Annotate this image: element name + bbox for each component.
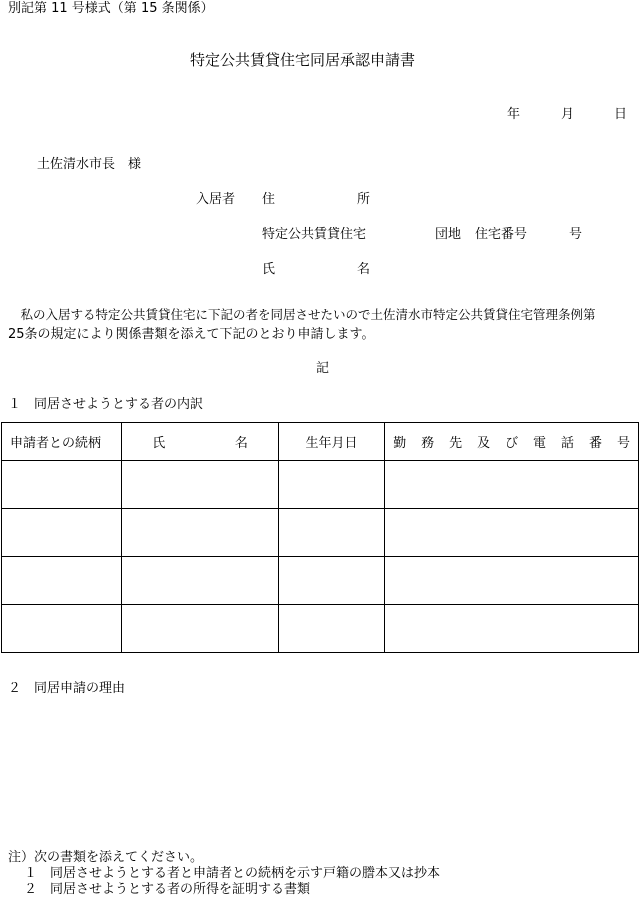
- table-row: [2, 509, 639, 557]
- header-char: 及: [477, 436, 491, 451]
- date-year: 年: [507, 107, 521, 122]
- header-char: 先: [449, 436, 463, 451]
- header-char: 電: [533, 436, 547, 451]
- header-char: 番: [588, 436, 602, 451]
- header-char: 話: [561, 436, 575, 451]
- header-relation: 申請者との続柄: [2, 423, 122, 461]
- address-label-2: 所: [357, 192, 371, 207]
- header-name: [122, 423, 279, 461]
- danchi-label: 団地: [435, 227, 462, 242]
- section-1-heading: １ 同居させようとする者の内訳: [8, 397, 204, 412]
- cell-relation[interactable]: [2, 605, 122, 653]
- header-char: 務: [421, 436, 435, 451]
- cell-relation[interactable]: [2, 461, 122, 509]
- body-line-2: 25条の規定により関係書類を添えて下記のとおり申請します。: [8, 327, 375, 342]
- addressee: 土佐清水市長 様: [37, 157, 142, 172]
- housing-label: 特定公共賃貸住宅: [262, 227, 367, 242]
- cell-workplace-phone[interactable]: [385, 461, 639, 509]
- cohabitant-table: [1, 422, 639, 653]
- cell-workplace-phone[interactable]: [385, 605, 639, 653]
- cell-name[interactable]: [122, 557, 279, 605]
- table-row: [2, 605, 639, 653]
- table-row: [2, 461, 639, 509]
- cell-birthdate[interactable]: [278, 605, 384, 653]
- cell-relation[interactable]: [2, 557, 122, 605]
- cell-relation[interactable]: [2, 509, 122, 557]
- cell-name[interactable]: [122, 605, 279, 653]
- document-title: 特定公共賃貸住宅同居承認申請書: [190, 51, 416, 69]
- header-birthdate: 生年月日: [278, 423, 384, 461]
- header-workplace-phone: [385, 423, 639, 461]
- form-label: 別記第 11 号様式（第 15 条関係）: [8, 1, 214, 16]
- note-item-1: １ 同居させようとする者と申請者との続柄を示す戸籍の謄本又は抄本: [24, 866, 441, 881]
- name-label-1: 氏: [262, 262, 276, 277]
- cell-birthdate[interactable]: [278, 557, 384, 605]
- header-name-1: 氏: [152, 436, 166, 451]
- cell-birthdate[interactable]: [278, 461, 384, 509]
- cell-birthdate[interactable]: [278, 509, 384, 557]
- cell-workplace-phone[interactable]: [385, 557, 639, 605]
- cell-workplace-phone[interactable]: [385, 509, 639, 557]
- applicant-label: 入居者: [196, 192, 236, 207]
- cell-name[interactable]: [122, 509, 279, 557]
- body-line-1: 私の入居する特定公共賃貸住宅に下記の者を同居させたいので土佐清水市特定公共賃貸住宅管理条例第: [8, 307, 596, 322]
- note-item-2: ２ 同居させようとする者の所得を証明する書類: [24, 882, 311, 897]
- date-month: 月: [561, 107, 575, 122]
- address-label-1: 住: [262, 192, 276, 207]
- header-char: 勤: [393, 436, 407, 451]
- cell-name[interactable]: [122, 461, 279, 509]
- section-2-heading: ２ 同居申請の理由: [8, 681, 126, 696]
- name-label-2: 名: [357, 262, 371, 277]
- body-text: [8, 305, 636, 345]
- table-header-row: [2, 423, 639, 461]
- note-heading: 注）次の書類を添えてください。: [8, 850, 204, 865]
- unit-number-label: 住宅番号: [475, 227, 528, 242]
- header-char: び: [505, 436, 519, 451]
- ki-heading: 記: [316, 361, 330, 376]
- go-label: 号: [569, 227, 583, 242]
- date-day: 日: [614, 107, 628, 122]
- table-row: [2, 557, 639, 605]
- header-char: 号: [616, 436, 630, 451]
- header-name-2: 名: [234, 436, 248, 451]
